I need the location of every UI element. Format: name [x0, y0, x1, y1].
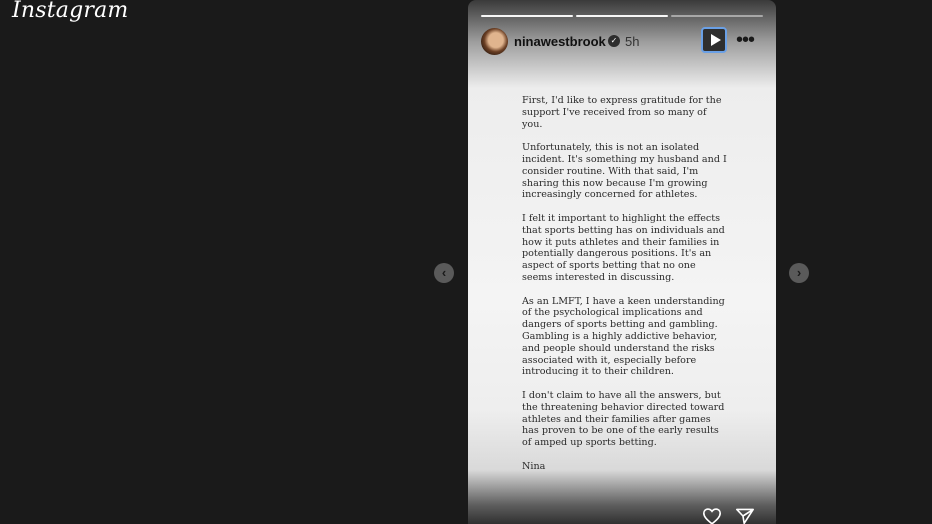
next-story-button[interactable] — [789, 263, 809, 283]
story-progress-bar — [481, 15, 763, 17]
progress-segment — [481, 15, 573, 17]
send-icon[interactable] — [735, 507, 755, 524]
chevron-right-icon: › — [796, 265, 802, 280]
statement-text — [522, 95, 727, 484]
play-button[interactable] — [701, 27, 727, 53]
more-horizontal-icon: ••• — [736, 29, 755, 51]
previous-story-button[interactable] — [434, 263, 454, 283]
story-header — [481, 28, 763, 56]
progress-segment-active — [576, 15, 668, 17]
username-link[interactable]: ninawestbrook — [514, 34, 606, 49]
instagram-logo[interactable]: Instagram — [12, 0, 129, 23]
chevron-left-icon: ‹ — [441, 265, 447, 280]
post-time: 5h — [625, 34, 640, 49]
verified-badge-icon: ✓ — [608, 35, 620, 47]
statement-paragraph: I don't claim to have all the answers, but the threatening behavior directed toward athletes and their families after games has proven to be one of the early results of amped up sports betting. — [522, 389, 725, 449]
statement-paragraph: I felt it important to highlight the effects that sports betting has on individuals and how it puts athletes and their families in potentially dangerous positions. It's an aspect of sports betting that no one seems interested in discussing. — [522, 212, 725, 283]
statement-paragraph: First, I'd like to express gratitude for the support I've received from so many of you. — [522, 95, 722, 130]
statement-signature: Nina — [522, 460, 546, 472]
avatar[interactable] — [481, 28, 508, 55]
play-icon — [711, 34, 721, 46]
heart-icon[interactable] — [702, 507, 722, 524]
statement-paragraph: As an LMFT, I have a keen understanding of the psychological implications and dangers of sports betting and gambling. Gambling is a highly addictive behavior, and people should understand the risks associated with it, especially before introducing it to their children. — [522, 295, 725, 378]
story-viewer[interactable] — [468, 0, 776, 524]
more-options-button[interactable] — [736, 29, 754, 51]
progress-segment — [671, 15, 763, 17]
statement-paragraph: Unfortunately, this is not an isolated incident. It's something my husband and I consider routine. With that said, I'm sharing this now because I'm growing increasingly concerned for athletes. — [522, 142, 727, 201]
